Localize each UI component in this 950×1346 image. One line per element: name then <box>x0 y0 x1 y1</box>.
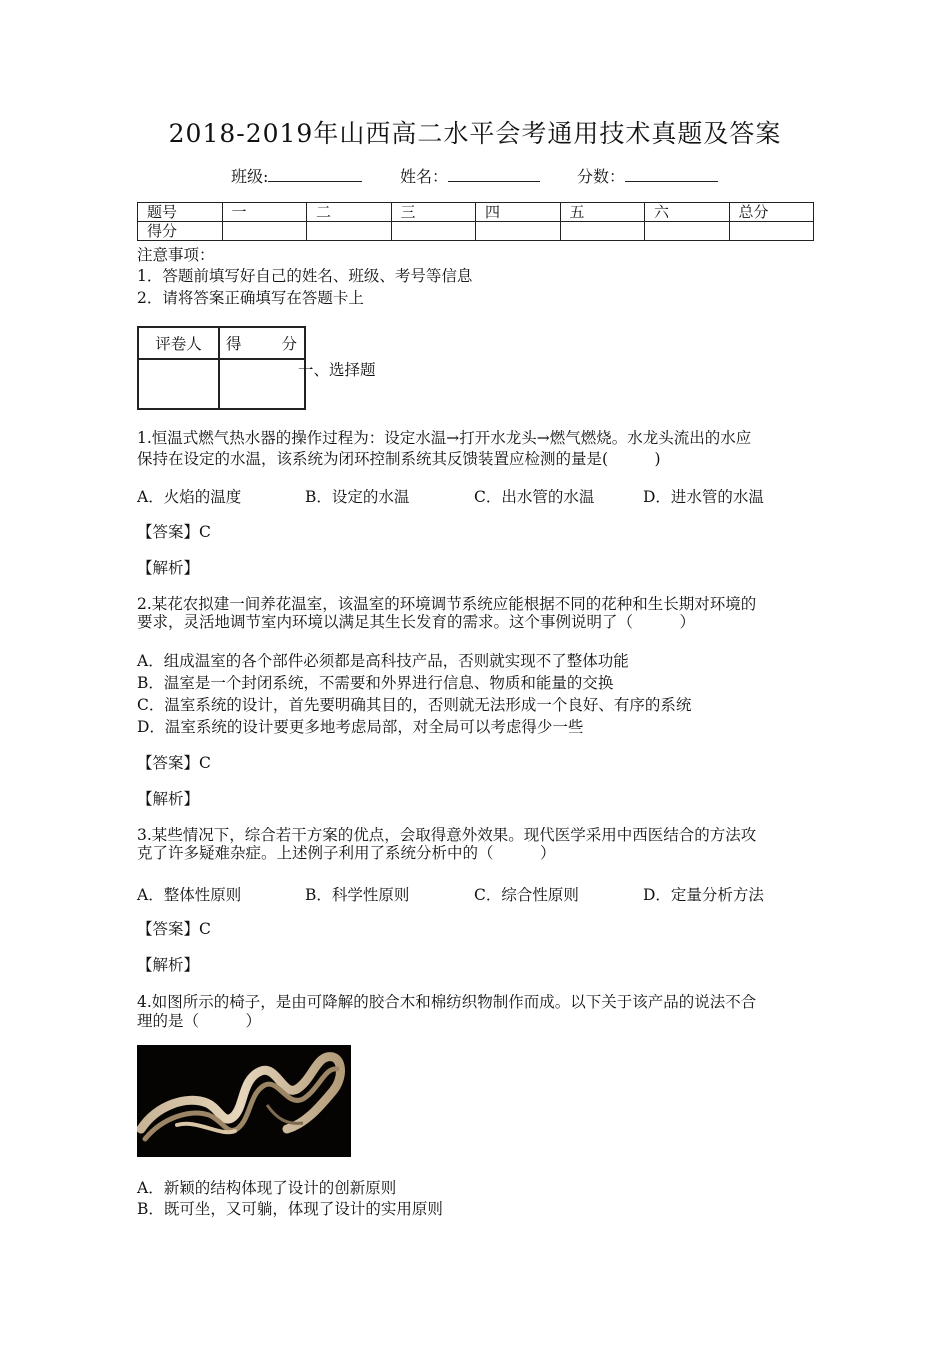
question-1-option-d: D．进水管的水温 <box>643 488 764 506</box>
question-2-stem-line2: 要求，灵活地调节室内环境以满足其生长发育的需求。这个事例说明了（ ） <box>137 613 696 631</box>
question-3-option-b: B．科学性原则 <box>305 886 410 904</box>
chair-image <box>137 1045 351 1157</box>
question-2-stem-line1: 2.某花农拟建一间养花温室，该温室的环境调节系统应能根据不同的花种和生长期对环境的 <box>137 595 757 613</box>
grader-table <box>137 326 306 410</box>
name-label: 姓名： <box>400 167 449 186</box>
score-table-score-row <box>138 222 814 241</box>
score-header-cell: 一 <box>222 203 307 222</box>
question-1-stem-line2: 保持在设定的水温，该系统为闭环控制系统其反馈装置应检测的量是( ) <box>137 450 661 468</box>
class-label: 班级: <box>231 167 269 186</box>
score-cell <box>222 222 307 241</box>
question-2-option-d: D．温室系统的设计要更多地考虑局部，对全局可以考虑得少一些 <box>137 718 584 736</box>
question-3-option-d: D．定量分析方法 <box>643 886 764 904</box>
note-item: 1．答题前填写好自己的姓名、班级、考号等信息 <box>137 267 473 285</box>
grader-score-char-a: 得 <box>226 335 242 353</box>
question-4-option-b: B．既可坐，又可躺，体现了设计的实用原则 <box>137 1200 443 1218</box>
score-header-cell: 二 <box>307 203 392 222</box>
question-1-option-a: A．火焰的温度 <box>137 488 242 506</box>
score-header-cell: 五 <box>560 203 645 222</box>
grader-label: 评卷人 <box>138 327 219 359</box>
score-header-cell: 六 <box>645 203 730 222</box>
score-cell <box>391 222 476 241</box>
question-1-option-c: C．出水管的水温 <box>474 488 595 506</box>
grader-score-cell <box>219 359 305 409</box>
question-4-stem-line2: 理的是（ ） <box>137 1012 262 1030</box>
page-title: 2018-2019年山西高二水平会考通用技术真题及答案 <box>168 119 782 148</box>
question-1-answer: 【答案】C <box>137 523 211 541</box>
score-field <box>577 164 718 187</box>
score-header-cell: 题号 <box>138 203 223 222</box>
score-cell <box>645 222 730 241</box>
score-header-cell: 四 <box>476 203 561 222</box>
grader-score-char-b: 分 <box>281 335 298 353</box>
score-cell <box>307 222 392 241</box>
score-cell <box>729 222 814 241</box>
question-1-stem-line1: 1.恒温式燃气热水器的操作过程为：设定水温→打开水龙头→燃气燃烧。水龙头流出的水应 <box>137 429 752 447</box>
question-2-option-b: B．温室是一个封闭系统，不需要和外界进行信息、物质和能量的交换 <box>137 674 614 692</box>
score-header-cell: 总分 <box>729 203 814 222</box>
name-blank <box>448 167 540 182</box>
score-row-label: 得分 <box>138 222 223 241</box>
question-3-option-a: A．整体性原则 <box>137 886 242 904</box>
question-3-answer: 【答案】C <box>137 920 211 938</box>
score-table <box>137 202 814 241</box>
score-blank <box>625 167 718 182</box>
score-cell <box>560 222 645 241</box>
question-1-option-b: B．设定的水温 <box>305 488 410 506</box>
class-field <box>231 164 362 187</box>
notes-heading: 注意事项： <box>137 246 215 264</box>
score-table-header-row <box>138 203 814 222</box>
score-header-cell: 三 <box>391 203 476 222</box>
question-2-option-a: A．组成温室的各个部件必须都是高科技产品，否则就实现不了整体功能 <box>137 652 629 670</box>
question-3-stem-line1: 3.某些情况下，综合若干方案的优点，会取得意外效果。现代医学采用中西医结合的方法攻 <box>137 826 757 844</box>
score-label: 分数： <box>577 167 626 186</box>
grader-name-cell <box>138 359 219 409</box>
chair-illustration <box>137 1045 351 1157</box>
question-4-stem-line1: 4.如图所示的椅子，是由可降解的胶合木和棉纺织物制作而成。以下关于该产品的说法不合 <box>137 993 757 1011</box>
question-3-stem-line2: 克了许多疑难杂症。上述例子利用了系统分析中的（ ） <box>137 844 556 862</box>
score-cell <box>476 222 561 241</box>
question-2-option-c: C．温室系统的设计，首先要明确其目的，否则就无法形成一个良好、有序的系统 <box>137 696 692 714</box>
question-3-option-c: C．综合性原则 <box>474 886 579 904</box>
question-4-option-a: A．新颖的结构体现了设计的创新原则 <box>137 1179 397 1197</box>
question-2-analysis: 【解析】 <box>137 790 200 808</box>
name-field <box>400 164 540 187</box>
class-blank <box>268 167 362 182</box>
grader-score-label <box>219 327 305 359</box>
question-1-analysis: 【解析】 <box>137 559 200 577</box>
question-2-answer: 【答案】C <box>137 754 211 772</box>
question-3-analysis: 【解析】 <box>137 956 200 974</box>
note-item: 2．请将答案正确填写在答题卡上 <box>137 289 364 307</box>
section-title: 一、选择题 <box>298 361 376 379</box>
